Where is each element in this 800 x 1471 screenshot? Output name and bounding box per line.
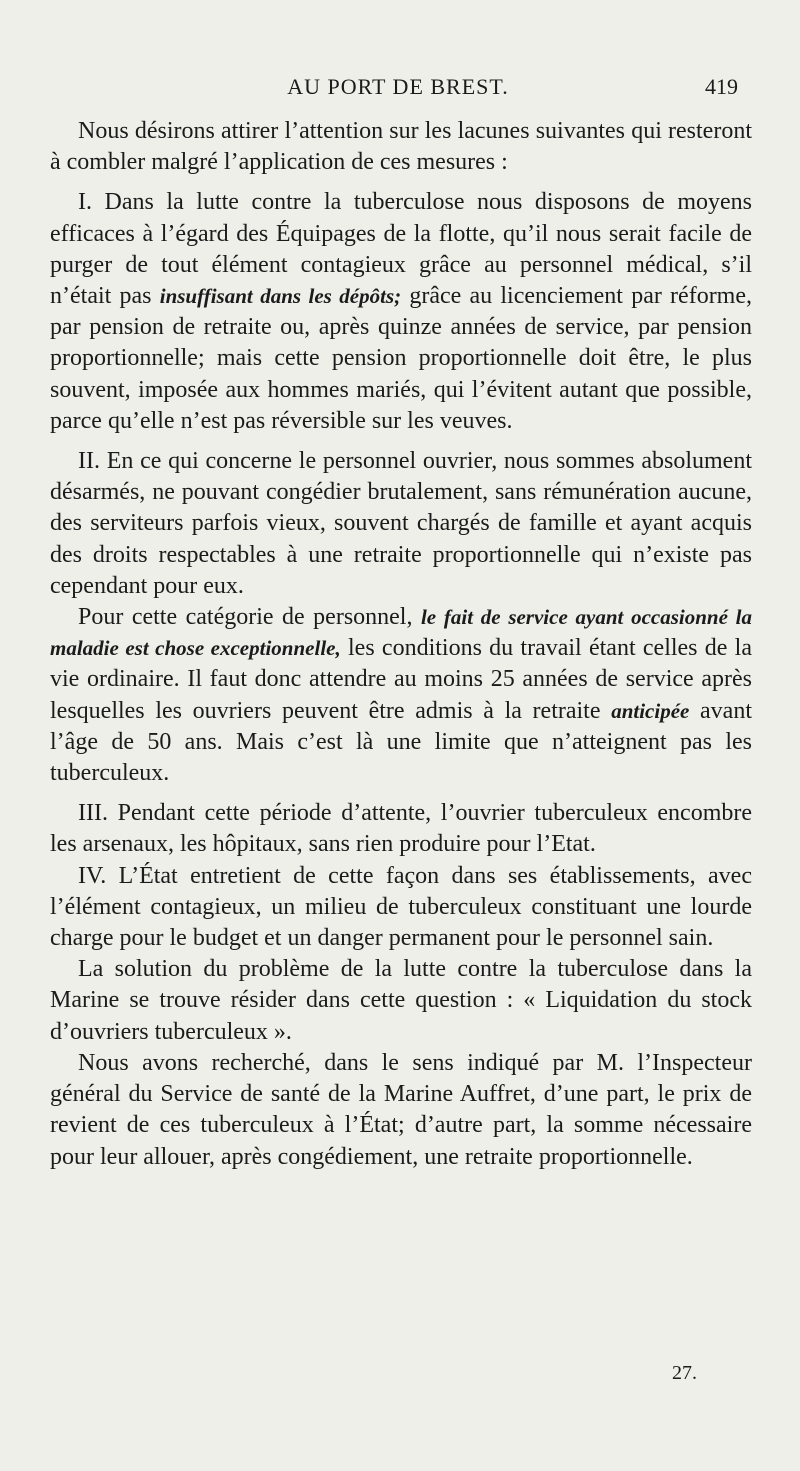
paragraph-point-2 [50, 446, 752, 602]
body-text [50, 116, 752, 1182]
paragraph-personnel [50, 602, 752, 789]
paragraph-point-3 [50, 798, 752, 860]
paragraph-point-1 [50, 187, 752, 437]
italic-phrase: le fait de service ayant occasionné la maladie est chose exceptionnelle, [50, 605, 752, 661]
page-header [58, 74, 738, 108]
paragraph-text: IV. L’État entretient de cette façon dans ses établissements, avec l’élément contagieux, un milieu de tuberculeux constituant une lourde charge pour le budget et un danger permanent pour le personnel sain. [50, 862, 752, 952]
paragraph-text: grâce au licenciement par réforme, par pension de retraite ou, après quinze années de service, par pension proportionnelle; mais cette pension proportionnelle doit être, le plus souvent, imposée aux hommes mariés, qui l’évitent autant que possible, parce qu’elle n’est pas réversible sur les veuves. [50, 283, 752, 434]
paragraph-point-4 [50, 861, 752, 955]
paragraph-intro [50, 116, 752, 178]
paragraph-text: La solution du problème de la lutte contre la tuberculose dans la Marine se trouve résider dans cette question : « Liquidation du stock d’ouvriers tuberculeux ». [50, 956, 752, 1045]
paragraph-text: Nous avons recherché, dans le sens indiqué par M. l’Inspecteur général du Service de santé de la Marine Auffret, d’une part, le prix de revient de ces tuberculeux à l’État; d’autre part, la somme nécessaire pour leur allouer, après congédiement, une retraite proportionnelle. [50, 1049, 752, 1170]
signature-mark: 27. [672, 1362, 697, 1384]
italic-phrase: insuffisant dans les dépôts; [159, 284, 402, 309]
paragraph-research [50, 1048, 752, 1173]
paragraph-text: Pour cette catégorie de personnel, [78, 604, 421, 631]
paragraph-text: I. Dans la lutte contre la tuberculose nous disposons de moyens efficaces à l’égard des Équipages de la flotte, qu’il nous serait facile de purger de tout élément contagieux grâce au personnel médical, s’il n’était pas [50, 189, 752, 310]
paragraph-text: les conditions du travail étant celles de la vie ordinaire. Il faut donc attendre au moins 25 années de service après lesquelles les ouvriers peuvent être admis à la retraite [50, 635, 753, 724]
paragraph-text: III. Pendant cette période d’attente, l’ouvrier tuberculeux encombre les arsenaux, les hôpitaux, sans rien produire pour l’Etat. [50, 800, 752, 858]
paragraph-text: avant l’âge de 50 ans. Mais c’est là une limite que n’atteignent pas les tuberculeux. [50, 697, 752, 787]
paragraph-text: II. En ce qui concerne le personnel ouvrier, nous sommes absolument désarmés, ne pouvant congédier brutalement, sans rémunération aucune, des serviteurs parfois vieux, souvent chargés de famille et ayant acquis des droits respectables à une retraite proportionnelle qui n’existe pas cependant pour eux. [50, 448, 752, 599]
paragraph-text: Nous désirons attirer l’attention sur les lacunes suivantes qui resteront à combler malgré l’application de ces mesures : [50, 118, 752, 176]
running-title: AU PORT DE BREST. [287, 74, 509, 99]
paragraph-solution [50, 954, 752, 1048]
italic-phrase: anticipée [611, 698, 690, 723]
page-number: 419 [705, 74, 738, 99]
